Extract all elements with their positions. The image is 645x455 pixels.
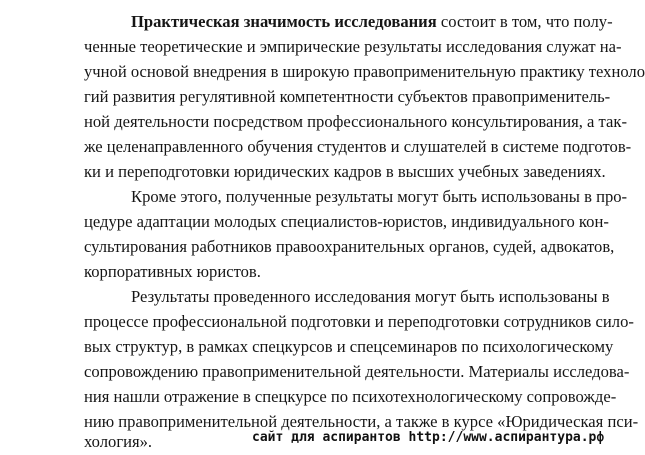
paragraph-3-line-3: вых структур, в рамках спецкурсов и спецсеминаров по психологическому <box>84 337 614 356</box>
paragraph-3-line-1: Результаты проведенного исследования могут быть использованы в <box>131 287 610 306</box>
paragraph-1-line-6: же целенаправленного обучения студентов и слушателей в системе подготов- <box>84 137 632 156</box>
site-watermark: сайт для аспирантов http://www.аспирантура.рф <box>252 430 605 445</box>
paragraph-3-line-4: сопровождению правоприменительной деятельности. Материалы исследова- <box>84 362 630 381</box>
paragraph-1-line-1-text: состоит в том, что полу- <box>436 12 613 31</box>
paragraph-3-line-6: нию правоприменительной деятельности, а также в курсе «Юридическая пси- <box>84 412 639 431</box>
paragraph-3-line-5: ния нашли отражение в спецкурсе по психотехнологическому сопровожде- <box>84 387 617 406</box>
paragraph-1-line-7: ки и переподготовки юридических кадров в высших учебных заведениях. <box>84 162 606 181</box>
practical-significance-heading: Практическая значимость исследования <box>131 12 437 31</box>
paragraph-1-line-1 <box>131 8 613 35</box>
paragraph-2-line-1: Кроме этого, полученные результаты могут быть использованы в про- <box>131 187 628 206</box>
paragraph-1-line-5: ной деятельности посредством профессионального консультирования, а так- <box>84 112 627 131</box>
paragraph-2-line-4: корпоративных юристов. <box>84 262 261 281</box>
paragraph-1-line-2: ченные теоретические и эмпирические результаты исследования служат на- <box>84 37 622 56</box>
paragraph-1-line-4: гий развития регулятивной компетентности субъектов правоприменитель- <box>84 87 611 106</box>
paragraph-1-line-3: учной основой внедрения в широкую правоприменительную практику техноло <box>84 62 645 81</box>
paragraph-3-line-2: процессе профессиональной подготовки и переподготовки сотрудников сило- <box>84 312 634 331</box>
paragraph-2-line-3: сультирования работников правоохранительных органов, судей, адвокатов, <box>84 237 615 256</box>
paragraph-3-line-7: хология». <box>84 432 153 451</box>
paragraph-2-line-2: цедуре адаптации молодых специалистов-юристов, индивидуального кон- <box>84 212 609 231</box>
